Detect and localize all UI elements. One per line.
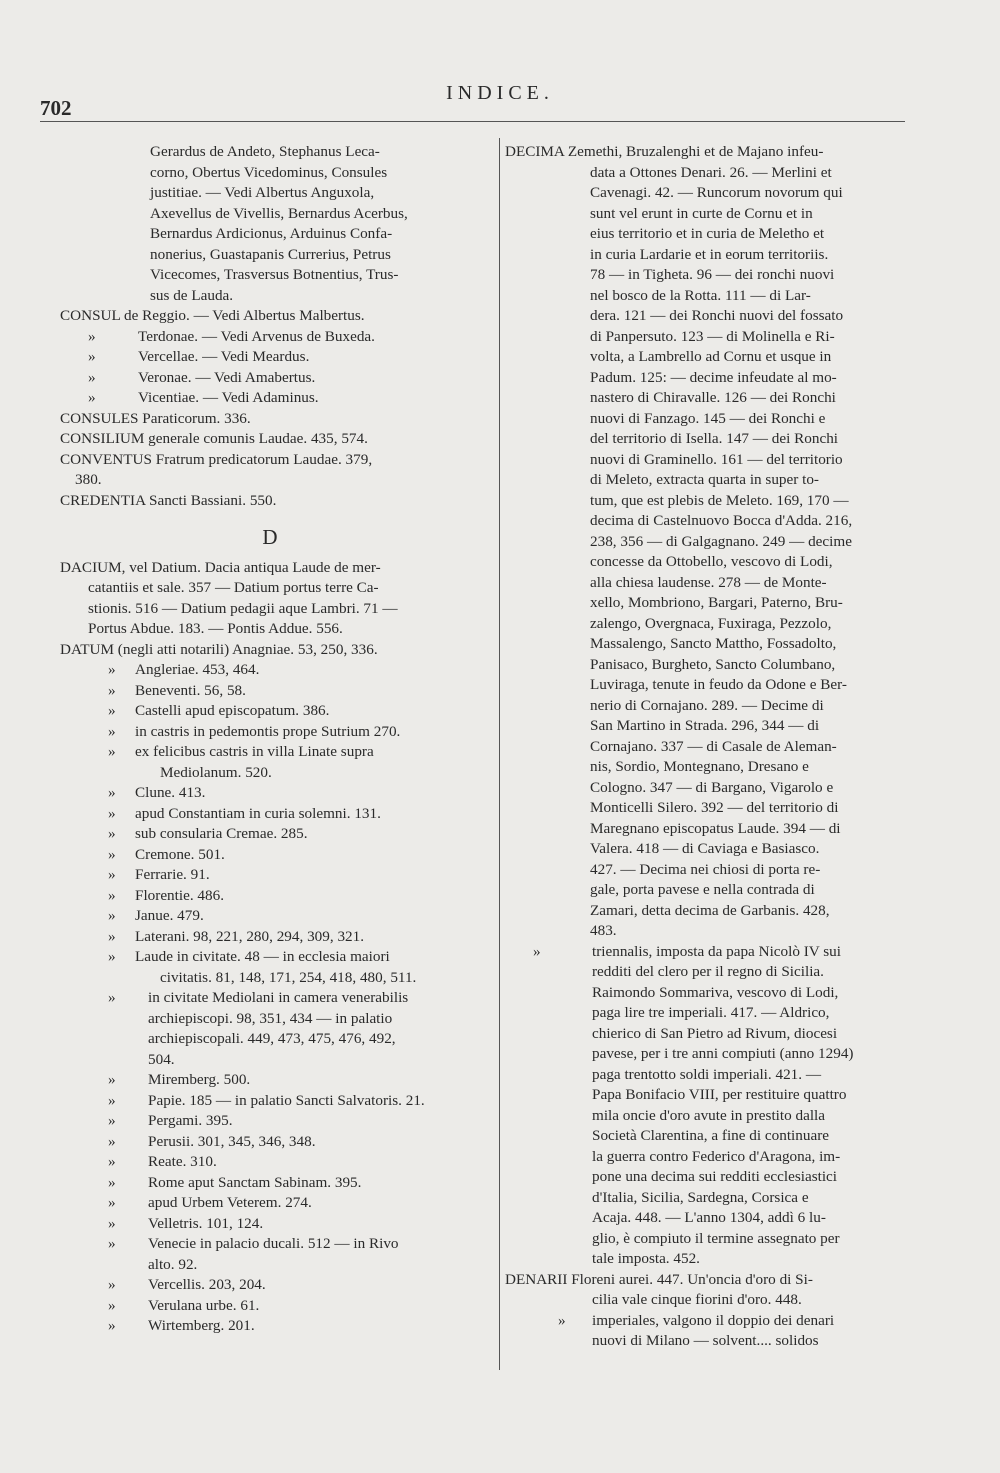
entry-line: redditi del clero per il regno di Sicilia. <box>592 963 824 980</box>
entry-line: tum, que est plebis de Meleto. 169, 170 — <box>590 491 849 509</box>
entry-line: nastero di Chiravalle. 126 — dei Ronchi <box>590 389 836 406</box>
entry-line: in civitate Mediolani in camera venerabilis <box>148 989 409 1006</box>
entry-line: 238, 356 — di Galgagnano. 249 — decime <box>590 532 852 550</box>
ditto-mark: » <box>108 907 116 924</box>
ditto-mark: » <box>108 722 116 740</box>
index-entry <box>60 1132 480 1153</box>
entry-line: nel bosco de la Rotta. 111 — di Lar- <box>590 286 811 304</box>
entry-line: Mediolanum. 520. <box>160 763 272 781</box>
entry-line: Vicentiae. — Vedi Adaminus. <box>138 389 319 406</box>
entry-line: Axevellus de Vivellis, Bernardus Acerbus, <box>150 204 408 222</box>
entry-line: 483. <box>590 922 617 939</box>
ditto-mark: » <box>108 1132 116 1150</box>
ditto-mark: » <box>108 1071 116 1088</box>
entry-line: 427. — Decima nei chiosi di porta re- <box>590 860 821 878</box>
right-column <box>505 142 930 1352</box>
index-entry <box>60 947 480 988</box>
entry-line: tale imposta. 452. <box>592 1250 700 1267</box>
entry-line: CONVENTUS Fratrum predicatorum Laudae. 379, <box>60 450 373 468</box>
entry-line: nonerius, Guastapanis Currerius, Petrus <box>150 245 391 263</box>
entry-line: Ferrarie. 91. <box>135 866 210 883</box>
entry-line: catantiis et sale. 357 — Datium portus terre Ca- <box>88 579 379 596</box>
entry-line: la guerra contro Federico d'Aragona, im- <box>592 1147 841 1165</box>
ditto-mark: » <box>108 1296 116 1314</box>
entry-line: alto. 92. <box>148 1255 198 1273</box>
index-entry <box>60 327 480 348</box>
ditto-mark: » <box>108 1153 116 1170</box>
index-entry <box>60 1296 480 1317</box>
entry-line: Valera. 418 — di Caviaga e Basiasco. <box>590 840 820 857</box>
entry-line: Castelli apud episcopatum. 386. <box>135 702 330 719</box>
entry-line: Verulana urbe. 61. <box>148 1296 260 1314</box>
entry-line: paga lire tre imperiali. 417. — Aldrico, <box>592 1004 830 1021</box>
index-entry <box>60 142 480 306</box>
entry-line: nerio di Cornajano. 289. — Decime di <box>590 696 824 714</box>
entry-line: Janue. 479. <box>135 907 204 924</box>
index-entry <box>60 306 480 327</box>
ditto-mark: » <box>88 348 96 365</box>
running-head: INDICE. <box>446 82 554 104</box>
index-entry <box>60 886 480 907</box>
entry-line: Perusii. 301, 345, 346, 348. <box>148 1132 316 1150</box>
ditto-mark: » <box>108 743 116 760</box>
entry-line: Zamari, detta decima de Garbanis. 428, <box>590 901 830 919</box>
entry-line: 78 — in Tigheta. 96 — dei ronchi nuovi <box>590 266 835 283</box>
entry-line: DECIMA Zemethi, Bruzalenghi et de Majano infeu- <box>505 143 824 160</box>
index-entry <box>60 1111 480 1132</box>
entry-line: archiepiscopali. 449, 473, 475, 476, 492, <box>148 1030 396 1047</box>
ditto-mark: » <box>108 1112 116 1129</box>
left-column <box>60 142 480 1337</box>
entry-line: Laterani. 98, 221, 280, 294, 309, 321. <box>135 927 365 945</box>
entry-line: volta, a Lambrello ad Cornu et usque in <box>590 348 832 365</box>
entry-line: Terdonae. — Vedi Arvenus de Buxeda. <box>138 327 375 345</box>
entry-line: Vicecomes, Trasversus Botnentius, Trus- <box>150 266 399 283</box>
entry-line: Laude in civitate. 48 — in ecclesia maiori <box>135 948 390 965</box>
ditto-mark: » <box>108 866 116 883</box>
index-entry <box>60 450 480 491</box>
section-letter: D <box>262 525 278 549</box>
index-entry <box>60 1234 480 1275</box>
entry-line: CONSILIUM generale comunis Laudae. 435, 574. <box>60 430 368 447</box>
index-entry <box>60 640 480 661</box>
entry-line: San Martino in Strada. 296, 344 — di <box>590 717 820 734</box>
index-entry <box>60 742 480 783</box>
entry-line: Società Clarentina, a fine di continuare <box>592 1127 830 1144</box>
index-entry <box>60 409 480 430</box>
entry-line: Pergami. 395. <box>148 1112 233 1129</box>
ditto-mark: » <box>108 1276 116 1293</box>
ditto-mark: » <box>108 1173 116 1191</box>
entry-line: Angleriae. 453, 464. <box>135 661 260 678</box>
ditto-mark: » <box>108 784 116 801</box>
ditto-mark: » <box>108 1214 116 1232</box>
index-entry <box>60 988 480 1070</box>
entry-line: del territorio di Isella. 147 — dei Ronchi <box>590 430 839 447</box>
entry-line: DACIUM, vel Datium. Dacia antiqua Laude de mer- <box>60 558 381 576</box>
entry-line: Vercellis. 203, 204. <box>148 1276 266 1293</box>
entry-line: Monticelli Silero. 392 — del territorio di <box>590 799 839 816</box>
entry-line: archiepiscopi. 98, 351, 434 — in palatio <box>148 1009 393 1027</box>
entry-line: zalengo, Overgnaca, Fuxiraga, Pezzolo, <box>590 614 832 632</box>
entry-line: stionis. 516 — Datium pedagii aque Lambri. 71 — <box>88 599 398 617</box>
entry-line: CONSULES Paraticorum. 336. <box>60 409 251 427</box>
entry-line: glio, è compiuto il termine assegnato per <box>592 1229 840 1247</box>
entry-line: gale, porta pavese e nella contrada di <box>590 881 815 898</box>
ditto-mark: » <box>558 1311 566 1329</box>
index-entry <box>505 1311 930 1352</box>
column-divider <box>499 138 500 1370</box>
entry-line: Panisaco, Burgheto, Sancto Columbano, <box>590 655 836 673</box>
entry-line: CONSUL de Reggio. — Vedi Albertus Malbertus. <box>60 307 365 324</box>
entry-line: Papa Bonifacio VIII, per restituire quattro <box>592 1086 847 1103</box>
entry-line: CREDENTIA Sancti Bassiani. 550. <box>60 491 277 509</box>
index-entry <box>60 722 480 743</box>
entry-line: Raimondo Sommariva, vescovo di Lodi, <box>592 983 839 1001</box>
ditto-mark: » <box>108 1235 116 1252</box>
index-entry <box>60 681 480 702</box>
entry-line: in curia Lardarie et in eorum territoriis. <box>590 245 829 263</box>
entry-line: ex felicibus castris in villa Linate supra <box>135 743 374 760</box>
entry-line: di Meleto, extracta quarta in super to- <box>590 471 819 488</box>
ditto-mark: » <box>88 327 96 345</box>
entry-line: Cornajano. 337 — di Casale de Aleman- <box>590 737 837 755</box>
entry-line: apud Urbem Veterem. 274. <box>148 1194 312 1211</box>
entry-line: concesse da Ottobello, vescovo di Lodi, <box>590 553 833 570</box>
entry-line: nis, Sordio, Montegnano, Dresano e <box>590 758 809 775</box>
entry-line: Venecie in palacio ducali. 512 — in Rivo <box>148 1235 399 1252</box>
entry-line: Miremberg. 500. <box>148 1071 251 1088</box>
entry-line: Gerardus de Andeto, Stephanus Leca- <box>150 143 380 160</box>
ditto-mark: » <box>88 368 96 386</box>
entry-line: imperiales, valgono il doppio dei denari <box>592 1311 835 1329</box>
index-entry <box>60 558 480 640</box>
ditto-mark: » <box>108 702 116 719</box>
entry-line: xello, Mombriono, Bargari, Paterno, Bru- <box>590 594 843 611</box>
entry-line: justitiae. — Vedi Albertus Anguxola, <box>150 184 375 201</box>
index-entry <box>60 1214 480 1235</box>
index-entry <box>60 1070 480 1091</box>
entry-line: Velletris. 101, 124. <box>148 1214 264 1232</box>
index-entry <box>60 845 480 866</box>
entry-line: nuovi di Milano — solvent.... solidos <box>592 1332 819 1349</box>
ditto-mark: » <box>533 942 541 960</box>
entry-line: DATUM (negli atti notarili) Anagniae. 53, 250, 336. <box>60 640 378 658</box>
entry-line: Luviraga, tenute in feudo da Odone e Ber- <box>590 676 847 693</box>
index-entry <box>60 1275 480 1296</box>
entry-line: apud Constantiam in curia solemni. 131. <box>135 804 381 822</box>
ditto-mark: » <box>108 825 116 842</box>
header-rule <box>40 121 905 122</box>
index-entry <box>60 865 480 886</box>
entry-line: 504. <box>148 1050 175 1068</box>
ditto-mark: » <box>108 948 116 965</box>
ditto-mark: » <box>108 845 116 863</box>
entry-line: Cavenagi. 42. — Runcorum novorum qui <box>590 184 843 201</box>
entry-line: sunt vel erunt in curte de Cornu et in <box>590 204 813 222</box>
entry-line: Acaja. 448. — L'anno 1304, addì 6 lu- <box>592 1209 826 1226</box>
entry-line: paga trentotto soldi imperiali. 421. — <box>592 1065 822 1083</box>
entry-line: alla chiesa laudense. 278 — de Monte- <box>590 573 827 591</box>
index-entry <box>60 804 480 825</box>
entry-line: Veronae. — Vedi Amabertus. <box>138 368 316 386</box>
ditto-mark: » <box>108 804 116 822</box>
entry-line: sus de Lauda. <box>150 286 234 304</box>
page-number: 702 <box>40 96 72 120</box>
entry-line: mila oncie d'oro avute in prestito dalla <box>592 1106 826 1124</box>
index-entry <box>60 906 480 927</box>
entry-line: d'Italia, Sicilia, Sardegna, Corsica e <box>592 1188 809 1206</box>
ditto-mark: » <box>108 681 116 699</box>
entry-line: Bernardus Ardicionus, Arduinus Confa- <box>150 225 393 242</box>
entry-line: triennalis, imposta da papa Nicolò IV sui <box>592 942 841 960</box>
entry-line: data a Ottones Denari. 26. — Merlini et <box>590 163 832 181</box>
index-entry <box>60 1091 480 1112</box>
index-entry <box>60 824 480 845</box>
index-entry <box>60 347 480 368</box>
entry-line: nuovi di Graminello. 161 — del territorio <box>590 450 843 468</box>
ditto-mark: » <box>108 661 116 678</box>
entry-line: pavese, per i tre anni compiuti (anno 1294) <box>592 1045 854 1062</box>
entry-line: sub consularia Cremae. 285. <box>135 825 308 842</box>
entry-line: Reate. 310. <box>148 1153 217 1170</box>
entry-line: Cologno. 347 — di Bargano, Vigarolo e <box>590 778 834 796</box>
ditto-mark: » <box>108 1194 116 1211</box>
entry-line: decima di Castelnuovo Bocca d'Adda. 216, <box>590 512 853 529</box>
index-entry <box>60 388 480 409</box>
entry-line: dera. 121 — dei Ronchi nuovi del fossato <box>590 307 844 324</box>
entry-line: in castris in pedemontis prope Sutrium 270. <box>135 722 401 740</box>
index-entry <box>60 701 480 722</box>
entry-line: Papie. 185 — in palatio Sancti Salvatoris. 21. <box>148 1091 425 1109</box>
entry-line: 380. <box>75 471 102 488</box>
entry-line: di Panpersuto. 123 — di Molinella e Ri- <box>590 327 835 345</box>
entry-line: Clune. 413. <box>135 784 206 801</box>
entry-line: Maregnano episcopatus Laude. 394 — di <box>590 819 841 837</box>
entry-line: Florentie. 486. <box>135 886 225 904</box>
ditto-mark: » <box>108 886 116 904</box>
index-entry <box>505 142 930 942</box>
ditto-mark: » <box>108 927 116 945</box>
entry-line: Rome aput Sanctam Sabinam. 395. <box>148 1173 362 1191</box>
ditto-mark: » <box>108 1091 116 1109</box>
ditto-mark: » <box>108 989 116 1006</box>
entry-line: Beneventi. 56, 58. <box>135 681 246 699</box>
entry-line: pone una decima sui redditi ecclesiastici <box>592 1168 838 1185</box>
index-entry <box>60 491 480 512</box>
ditto-mark: » <box>108 1317 116 1334</box>
entry-line: corno, Obertus Vicedominus, Consules <box>150 163 388 181</box>
entry-line: Portus Abdue. 183. — Pontis Addue. 556. <box>88 620 343 637</box>
entry-line: chierico di San Pietro ad Rivum, diocesi <box>592 1024 838 1042</box>
index-entry <box>60 1173 480 1194</box>
index-entry <box>60 783 480 804</box>
entry-line: Massalengo, Sancto Mattho, Fossadolto, <box>590 635 837 652</box>
index-entry <box>60 660 480 681</box>
index-entry <box>60 429 480 450</box>
entry-line: cilia vale cinque fiorini d'oro. 448. <box>592 1291 802 1308</box>
index-entry <box>60 1193 480 1214</box>
entry-line: nuovi di Fanzago. 145 — dei Ronchi e <box>590 409 826 427</box>
index-entry <box>505 1270 930 1311</box>
ditto-mark: » <box>88 389 96 406</box>
entry-line: Cremone. 501. <box>135 845 225 863</box>
index-entry <box>60 1316 480 1337</box>
entry-line: Wirtemberg. 201. <box>148 1317 255 1334</box>
entry-line: DENARII Floreni aurei. 447. Un'oncia d'oro di Si- <box>505 1270 813 1288</box>
index-entry <box>60 368 480 389</box>
entry-line: civitatis. 81, 148, 171, 254, 418, 480, 511. <box>160 968 417 986</box>
entry-line: Padum. 125: — decime infeudate al mo- <box>590 368 837 386</box>
entry-line: eius territorio et in curia de Meletho et <box>590 225 825 242</box>
entry-line: Vercellae. — Vedi Meardus. <box>138 348 310 365</box>
index-entry <box>60 927 480 948</box>
index-entry <box>505 942 930 1270</box>
index-entry <box>60 1152 480 1173</box>
